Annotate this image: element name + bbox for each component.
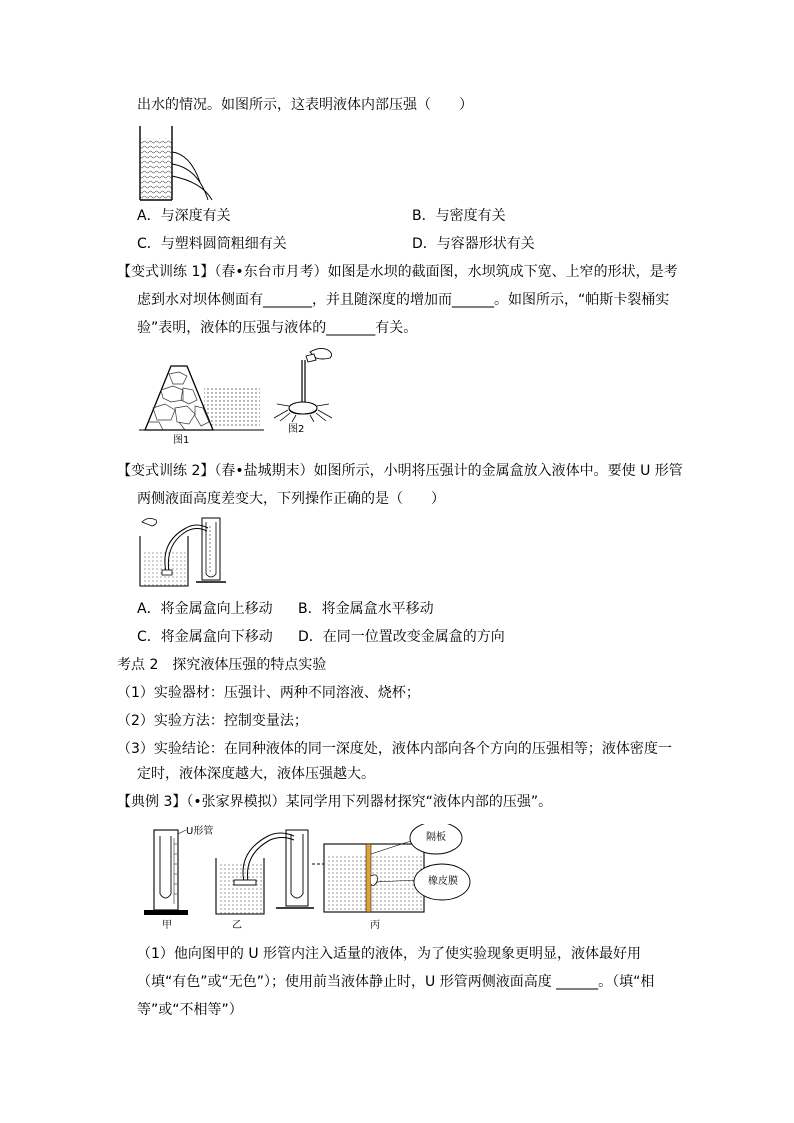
figure-yi-label: 乙: [232, 920, 242, 931]
kaodian2-item2: （2）实验方法：控制变量法；: [117, 713, 308, 729]
option-b: B．与密度有关: [412, 208, 506, 224]
fig1-label: 图1: [173, 435, 190, 446]
rubber-membrane-label: 橡皮膜: [428, 876, 458, 887]
liquid-pressure-experiment-figure: [140, 824, 490, 930]
figure-jia-label: 甲: [162, 920, 172, 931]
example3-q1-line1: （1）他向图甲的 U 形管内注入适量的液体，为了使实验现象更明显，液体最好用: [137, 946, 642, 962]
option-d: D．与容器形状有关: [412, 236, 535, 252]
section-title: 考点 2 探究液体压强的特点实验: [117, 657, 327, 673]
figure-bing-label: 丙: [370, 920, 380, 931]
variant1-line3: 验”表明，液体的压强与液体的_______有关。: [137, 320, 418, 336]
example3-q1-line2: （填“有色”或“无色”）；使用前当液体静止时，U 形管两侧液面高度 ______。（填“相: [137, 974, 655, 990]
example3-line1: 【典例 3】（•张家界模拟）某同学用下列器材探究“液体内部的压强”。: [117, 794, 553, 810]
kaodian2-item1: （1）实验器材：压强计、两种不同溶液、烧杯；: [117, 685, 420, 701]
partition-label: 隔板: [426, 832, 446, 843]
option-a: A．与深度有关: [137, 208, 231, 224]
dam-cross-section-figure: [139, 364, 264, 446]
pascal-barrel-figure: [266, 346, 348, 436]
example3-q1-line3: 等”或“不相等”）: [137, 1002, 243, 1018]
container-spout-figure: [137, 124, 217, 202]
variant1-line2: 虑到水对坝体侧面有_______，并且随深度的增加而______。如图所示，“帕斯卡裂桶实: [137, 292, 670, 308]
variant2-line2: 两侧液面高度差变大，下列操作正确的是（ ）: [137, 491, 445, 507]
utube-label: U形管: [186, 826, 214, 837]
variant2-option-b: B．将金属盒水平移动: [298, 601, 434, 617]
variant2-option-c: C．将金属盒向下移动: [137, 629, 273, 645]
variant2-option-d: D．在同一位置改变金属盒的方向: [298, 629, 505, 645]
option-c: C．与塑料圆筒粗细有关: [137, 236, 287, 252]
pressure-gauge-figure: [136, 512, 228, 590]
kaodian2-item3-line1: （3）实验结论：在同种液体的同一深度处，液体内部向各个方向的压强相等；液体密度一: [117, 741, 672, 757]
kaodian2-item3-line2: 定时，液体深度越大，液体压强越大。: [137, 766, 375, 782]
fig2-label: 图2: [288, 424, 305, 435]
variant1-line1: 【变式训练 1】（春•东台市月考）如图是水坝的截面图，水坝筑成下宽、上窄的形状，是考: [117, 264, 678, 280]
variant2-option-a: A．将金属盒向上移动: [137, 601, 273, 617]
question-intro-text: 出水的情况。如图所示，这表明液体内部压强（ ）: [137, 97, 473, 113]
variant2-line1: 【变式训练 2】（春•盐城期末）如图所示，小明将压强计的金属盒放入液体中。要使 U 形管: [117, 463, 683, 479]
